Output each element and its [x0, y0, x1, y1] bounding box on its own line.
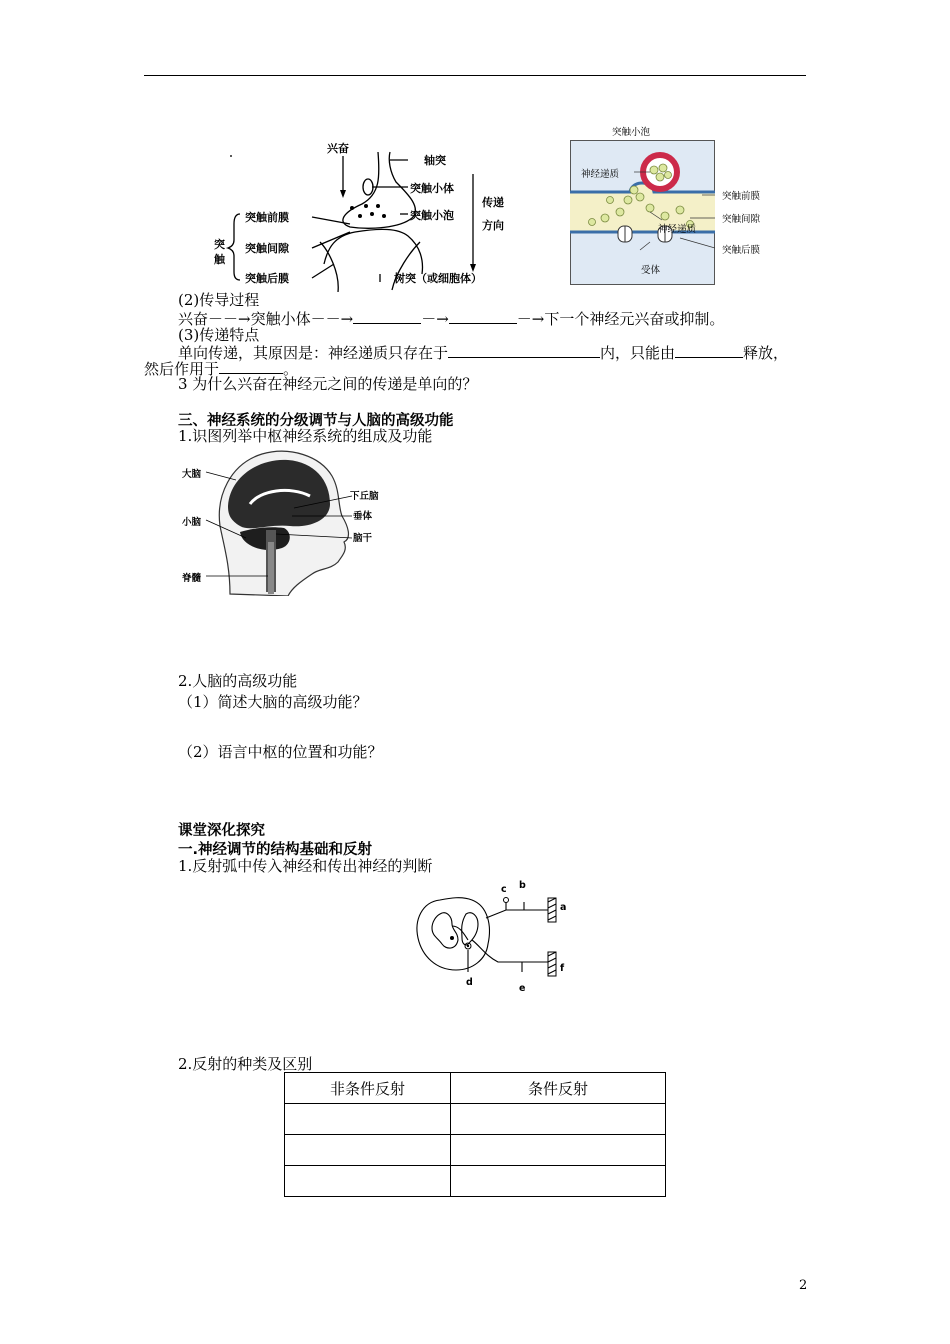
- table-row: [285, 1104, 666, 1135]
- oneway-blank-2[interactable]: [675, 343, 743, 358]
- reflex-table: [284, 1072, 666, 1197]
- sec3-item-2: 2.人脑的高级功能: [178, 672, 298, 690]
- oneway-blank-3[interactable]: [219, 359, 283, 374]
- table-row: [285, 1135, 666, 1166]
- p3-title: (3)传递特点: [178, 326, 260, 344]
- table-header-row: [285, 1073, 666, 1104]
- fig-label-synaptic-knob: 突触小体: [410, 182, 454, 195]
- flow-knob: 突触小体: [250, 310, 311, 328]
- oneway-text-b: 内，只能由: [600, 344, 676, 362]
- flow-arrow-4: －→: [516, 310, 545, 328]
- brain-label-hypothalamus: 下丘脑: [350, 491, 379, 502]
- section-3-heading: 三、神经系统的分级调节与人脑的高级功能: [178, 413, 454, 429]
- flow-excite: 兴奋: [178, 310, 209, 328]
- arc-label-b: b: [519, 880, 526, 891]
- brain-label-cerebrum: 大脑: [182, 469, 202, 480]
- brain-label-brainstem: 脑干: [353, 533, 373, 544]
- oneway-text-c: 释放，: [743, 344, 789, 362]
- flow-arrow-1: －－→: [208, 310, 251, 328]
- col-unconditioned: 非条件反射: [285, 1073, 451, 1104]
- fig-label-vesicle: 突触小泡: [410, 209, 454, 222]
- vfig-label-transmitter: 神经递质: [581, 169, 620, 180]
- vfig-label-vesicle: 突触小泡: [612, 127, 651, 138]
- header-rule: [144, 75, 806, 76]
- flow-result: 下一个神经元兴奋或抑制。: [544, 310, 725, 328]
- fig-label-excite: 兴奋: [327, 142, 349, 155]
- fig-label-synapse: 突: [214, 238, 225, 251]
- explore-item-2: 2.反射的种类及区别: [178, 1055, 313, 1073]
- flow-arrow-3: －→: [421, 310, 449, 328]
- p2-title: (2)传导过程: [178, 291, 260, 309]
- fig-label-axon: 轴突: [424, 154, 446, 167]
- arc-label-e: e: [519, 983, 526, 994]
- table-cell[interactable]: [451, 1104, 666, 1135]
- arc-label-f: f: [560, 963, 565, 974]
- sec3-question-2: （2）语言中枢的位置和功能？: [178, 743, 383, 761]
- table-cell[interactable]: [285, 1135, 451, 1166]
- fig-label-pre-membrane: 突触前膜: [245, 211, 289, 224]
- vfig-label-cleft: 突触间隙: [722, 214, 761, 225]
- sec3-question-1: （1）简述大脑的高级功能？: [178, 693, 368, 711]
- fig-label-post-membrane: 突触后膜: [245, 272, 289, 285]
- table-cell[interactable]: [285, 1104, 451, 1135]
- flow-arrow-2: －－→: [310, 310, 354, 328]
- fig-label-dendrite: 树突（或细胞体）: [394, 272, 482, 285]
- explore-item-1: 1.反射弧中传入神经和传出神经的判断: [178, 857, 433, 875]
- flow-blank-2[interactable]: [449, 309, 517, 324]
- flow-blank-1[interactable]: [353, 309, 421, 324]
- question-3: 3 为什么兴奋在神经元之间的传递是单向的？: [178, 375, 478, 393]
- vfig-label-receptor: 受体: [641, 265, 661, 276]
- col-conditioned: 条件反射: [451, 1073, 666, 1104]
- table-cell[interactable]: [285, 1166, 451, 1197]
- table-row: [285, 1166, 666, 1197]
- brain-label-cerebellum: 小脑: [182, 517, 202, 528]
- explore-title: 课堂深化探究: [178, 823, 265, 839]
- arc-label-c: c: [501, 884, 507, 895]
- flow-line: [178, 309, 724, 328]
- explore-subheading: 一.神经调节的结构基础和反射: [178, 842, 373, 858]
- vfig-label-transmitter-2: 神经递质: [658, 224, 697, 235]
- oneway-text-d: 然后作用于: [144, 360, 220, 378]
- table-cell[interactable]: [451, 1166, 666, 1197]
- vfig-label-pre: 突触前膜: [722, 191, 761, 202]
- fig-label-direction: 传递: [482, 196, 504, 209]
- page-number: 2: [799, 1278, 808, 1293]
- oneway-text-e: 。: [283, 360, 299, 378]
- arc-label-a: a: [560, 902, 567, 913]
- sec3-item-1: 1.识图列举中枢神经系统的组成及功能: [178, 427, 433, 445]
- brain-label-pituitary: 垂体: [353, 511, 373, 522]
- oneway-text-a: 单向传递，其原因是：神经递质只存在于: [178, 344, 449, 362]
- oneway-blank-1[interactable]: [448, 343, 600, 358]
- fig-label-cleft: 突触间隙: [245, 242, 289, 255]
- table-cell[interactable]: [451, 1135, 666, 1166]
- fig-label-synapse-2: 触: [214, 253, 225, 266]
- brain-label-spinal: 脊髓: [182, 573, 202, 584]
- arc-label-d: d: [466, 977, 473, 988]
- vfig-label-post: 突触后膜: [722, 245, 761, 256]
- fig-label-direction-2: 方向: [482, 219, 504, 232]
- reflex-arc-diagram: [410, 880, 580, 995]
